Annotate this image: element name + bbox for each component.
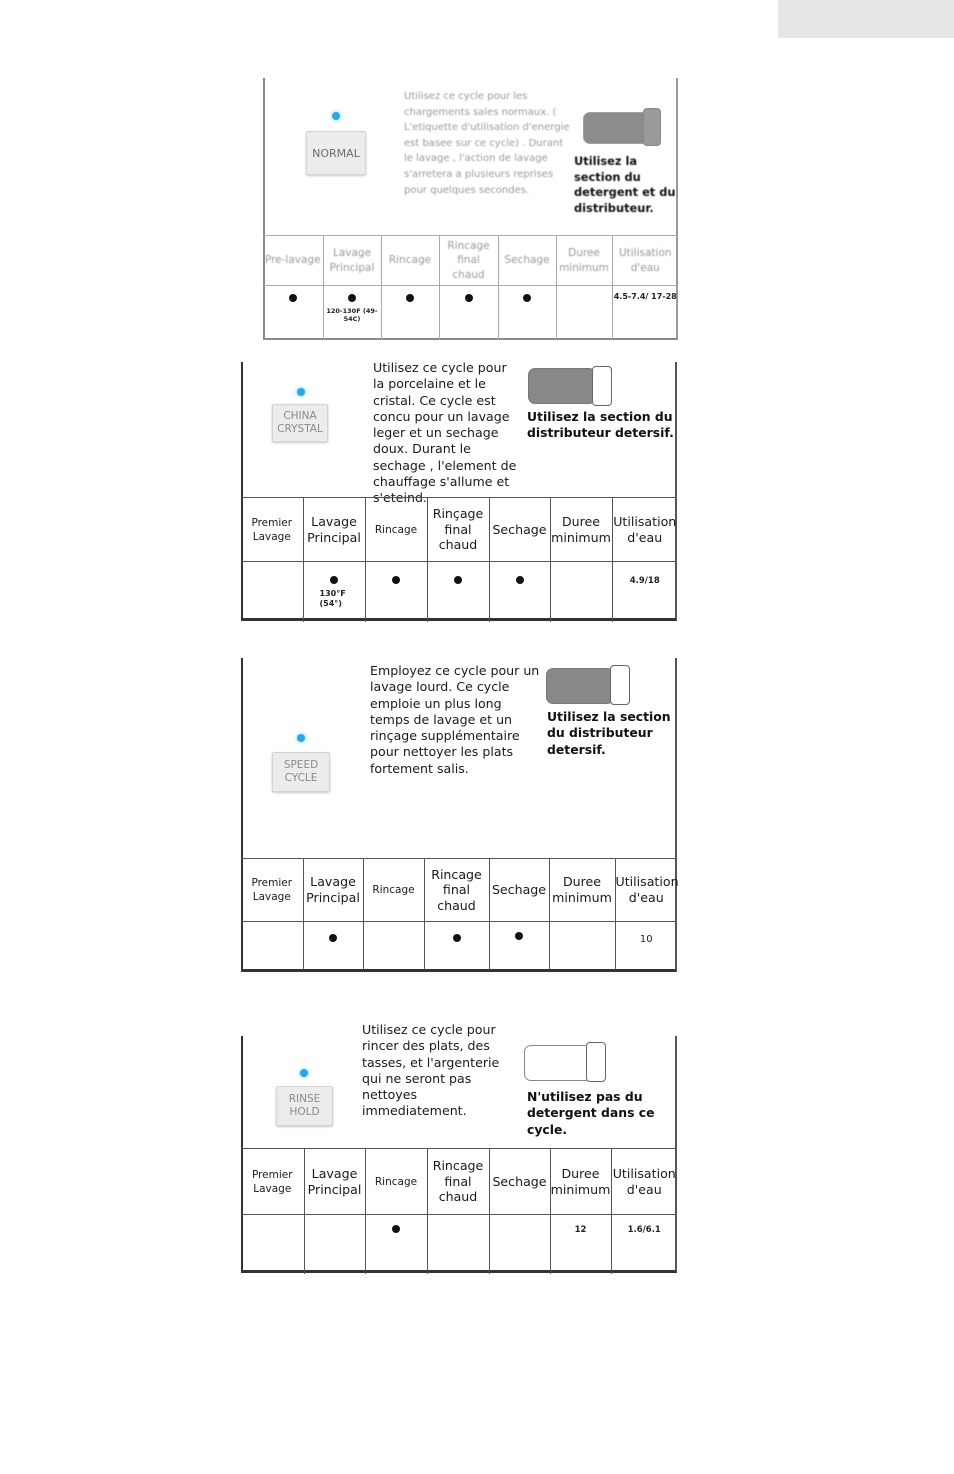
detergent-instruction: N'utilisez pas du detergent dans ce cycle. — [527, 1089, 655, 1137]
col-header-first-wash: Premier Lavage — [241, 498, 303, 562]
step-dot — [453, 934, 461, 942]
cell-final-hot-rinse — [424, 922, 489, 970]
cell-drying — [489, 562, 550, 622]
cell-main-wash — [304, 1215, 365, 1274]
cycle-button-label-2: HOLD — [289, 1106, 320, 1118]
detergent-instruction: Utilisez la section du distributeur detersif. — [527, 409, 674, 441]
cycle-table — [241, 1148, 677, 1274]
cycle-table — [263, 235, 678, 340]
cell-final-hot-rinse — [427, 1215, 489, 1274]
col-header-final-hot-rinse: Rincage final chaud — [427, 1149, 489, 1215]
cell-final-hot-rinse — [427, 562, 489, 622]
step-dot — [392, 1225, 400, 1233]
cell-rinse — [363, 922, 424, 970]
cell-water-use: 4.9/18 — [612, 562, 677, 622]
main-wash-temp: 120-130F (49-54C) — [326, 307, 378, 323]
col-header-first-wash: Premier Lavage — [241, 859, 303, 922]
cell-water-use: 4.5-7.4/ 17-28 — [612, 286, 678, 340]
cell-rinse — [365, 562, 427, 622]
cycle-button-face — [272, 752, 330, 792]
cell-prewash — [263, 286, 323, 340]
indicator-light-icon — [297, 734, 305, 742]
col-header-water-use: Utilisation d'eau — [615, 859, 677, 922]
col-header-duration: Duree minimum — [550, 1149, 611, 1215]
cycle-button-face — [306, 131, 366, 175]
cell-water-use: 10 — [615, 922, 677, 970]
indicator-light-icon — [332, 112, 340, 120]
cycle-description: Utilisez ce cycle pour rincer des plats, des tasses, et l'argenterie qui ne seront pas nettoyes immediatement. — [362, 1022, 500, 1119]
cycle-description: Utilisez ce cycle pour la porcelaine et le cristal. Ce cycle est concu pour un lavage leger et un sechage doux. Durant le sechage , l'element de chauffage s'allume et s'eteind. — [373, 360, 517, 506]
col-header-final-hot-rinse: Rincage final chaud — [424, 859, 489, 922]
step-dot — [348, 294, 356, 302]
cycle-button-label: SPEED — [283, 759, 319, 771]
detergent-instruction: Utilisez la section du distributeur detersif. — [547, 709, 671, 757]
cell-duration — [556, 286, 612, 340]
col-header-duration: Duree minimum — [550, 498, 612, 562]
col-header-rinse: Rincage — [365, 498, 427, 562]
cycle-button-face — [272, 404, 328, 442]
col-header-rinse: Rincage — [363, 859, 424, 922]
cycle-table — [241, 858, 677, 970]
col-header-final-hot-rinse: Rinçage final chaud — [427, 498, 489, 562]
cell-main-wash — [303, 922, 363, 970]
cycle-button-label-2: CRYSTAL — [277, 423, 323, 435]
detergent-dispenser-icon — [524, 1040, 612, 1084]
cycle-button-label: RINSE — [288, 1093, 321, 1105]
col-header-main-wash: Lavage Principal — [323, 236, 381, 286]
step-dot — [392, 576, 400, 584]
step-dot — [516, 576, 524, 584]
col-header-duration: Duree minimum — [549, 859, 615, 922]
page-corner-tab — [778, 0, 954, 38]
step-dot — [406, 294, 414, 302]
col-header-drying: Sechage — [489, 859, 549, 922]
cell-final-hot-rinse — [439, 286, 498, 340]
step-dot — [329, 934, 337, 942]
cycle-button-label: CHINA — [283, 410, 317, 422]
col-header-rinse: Rincage — [365, 1149, 427, 1215]
cell-duration — [550, 562, 612, 622]
cycle-panel-china-crystal — [241, 362, 677, 621]
cycle-table — [241, 497, 677, 622]
col-header-water-use: Utilisation d'eau — [611, 1149, 677, 1215]
col-header-main-wash: Lavage Principal — [303, 498, 365, 562]
col-header-water-use: Utilisation d'eau — [612, 236, 678, 286]
cell-main-wash — [303, 562, 365, 622]
col-header-rinse: Rincage — [381, 236, 439, 286]
cell-rinse — [365, 1215, 427, 1274]
col-header-main-wash: Lavage Principal — [304, 1149, 365, 1215]
step-dot — [289, 294, 297, 302]
cycle-button-label: NORMAL — [312, 146, 360, 160]
col-header-drying: Sechage — [489, 498, 550, 562]
cell-drying — [489, 922, 549, 970]
step-dot — [454, 576, 462, 584]
col-header-drying: Sechage — [498, 236, 556, 286]
cycle-button-label-2: CYCLE — [284, 772, 318, 784]
cycle-button-face — [276, 1086, 333, 1126]
detergent-instruction: Utilisez la section du detergent et du distributeur. — [574, 154, 676, 215]
cell-drying — [498, 286, 556, 340]
cell-duration: 12 — [550, 1215, 611, 1274]
main-wash-temp: 130°F (54°) — [319, 589, 346, 608]
col-header-prewash: Pre-lavage — [263, 236, 323, 286]
detergent-dispenser-icon — [583, 106, 665, 146]
step-dot — [515, 932, 523, 940]
col-header-final-hot-rinse: Rincage final chaud — [439, 236, 498, 286]
cell-water-use: 1.6/6.1 — [611, 1215, 677, 1274]
detergent-dispenser-icon — [546, 665, 634, 707]
cell-duration — [549, 922, 615, 970]
col-header-water-use: Utilisation d'eau — [612, 498, 677, 562]
detergent-dispenser-icon — [528, 366, 614, 406]
indicator-light-icon — [300, 1069, 308, 1077]
cycle-panel-rinse-hold — [241, 1022, 677, 1273]
cycle-description: Employez ce cycle pour un lavage lourd. Ce cycle emploie un plus long temps de lavage et un rinçage supplémentaire pour nettoyer les plats fortement salis. — [370, 663, 540, 776]
cell-first-wash — [241, 1215, 304, 1274]
cell-first-wash — [241, 922, 303, 970]
col-header-duration: Duree minimum — [556, 236, 612, 286]
col-header-drying: Sechage — [489, 1149, 550, 1215]
col-header-first-wash: Premier Lavage — [241, 1149, 304, 1215]
cell-main-wash — [323, 286, 381, 340]
cell-rinse — [381, 286, 439, 340]
cell-first-wash — [241, 562, 303, 622]
step-dot — [465, 294, 473, 302]
col-header-main-wash: Lavage Principal — [303, 859, 363, 922]
cycle-panel-speed-cycle — [241, 658, 677, 972]
step-dot — [523, 294, 531, 302]
indicator-light-icon — [297, 388, 305, 396]
cell-drying — [489, 1215, 550, 1274]
cycle-description: Utilisez ce cycle pour les chargements sales normaux. ( L'etiquette d'utilisation d'energie est basee sur ce cycle) . Durant le lavage , l'action de lavage s'arretera a plusieurs reprises pour quelques secondes. — [404, 91, 570, 196]
cycle-panel-normal — [263, 78, 678, 340]
step-dot — [330, 576, 338, 584]
